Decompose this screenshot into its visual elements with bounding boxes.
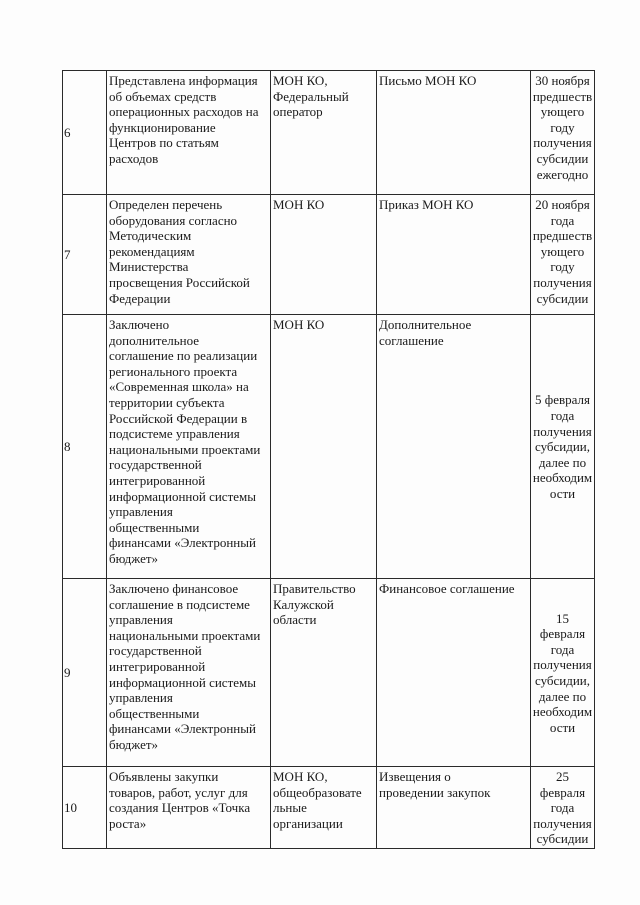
table-row — [63, 71, 595, 195]
row-number: 9 — [63, 579, 107, 767]
responsible-cell: МОН КО — [271, 195, 377, 315]
responsible-cell: МОН КО, общеобразовате льные организации — [271, 767, 377, 849]
deadline-cell: 5 февраля года получения субсидии, далее по необходим ости — [531, 315, 595, 579]
responsible-cell: МОН КО, Федеральный оператор — [271, 71, 377, 195]
row-number: 6 — [63, 71, 107, 195]
document-cell: Извещения о проведении закупок — [377, 767, 531, 849]
deadline-cell: 30 ноября предшеств ующего году получения субсидии ежегодно — [531, 71, 595, 195]
event-cell: Представлена информация об объемах средств операционных расходов на функционирование Центров по статьям расходов — [107, 71, 271, 195]
document-cell: Финансовое соглашение — [377, 579, 531, 767]
event-cell: Заключено финансовое соглашение в подсистеме управления национальными проектами государственной интегрированной информационной системы управления общественными финансами «Электронный бюджет» — [107, 579, 271, 767]
event-cell: Заключено дополнительное соглашение по реализации регионального проекта «Современная школа» на территории субъекта Российской Федерации в подсистеме управления национальными проектами государственной интегрированной информационной системы управления общественными финансами «Электронный бюджет» — [107, 315, 271, 579]
table-row — [63, 315, 595, 579]
deadline-cell: 15 февраля года получения субсидии, далее по необходим ости — [531, 579, 595, 767]
event-cell: Объявлены закупки товаров, работ, услуг для создания Центров «Точка роста» — [107, 767, 271, 849]
deadline-cell: 25 февраля года получения субсидии — [531, 767, 595, 849]
responsible-cell: МОН КО — [271, 315, 377, 579]
document-cell: Дополнительное соглашение — [377, 315, 531, 579]
document-cell: Письмо МОН КО — [377, 71, 531, 195]
table-row — [63, 579, 595, 767]
document-cell: Приказ МОН КО — [377, 195, 531, 315]
event-cell: Определен перечень оборудования согласно Методическим рекомендациям Министерства просвещения Российской Федерации — [107, 195, 271, 315]
row-number: 8 — [63, 315, 107, 579]
table-row — [63, 767, 595, 849]
responsible-cell: Правительство Калужской области — [271, 579, 377, 767]
row-number: 10 — [63, 767, 107, 849]
table-row — [63, 195, 595, 315]
row-number: 7 — [63, 195, 107, 315]
plan-table — [62, 70, 595, 849]
deadline-cell: 20 ноября года предшеств ующего году получения субсидии — [531, 195, 595, 315]
